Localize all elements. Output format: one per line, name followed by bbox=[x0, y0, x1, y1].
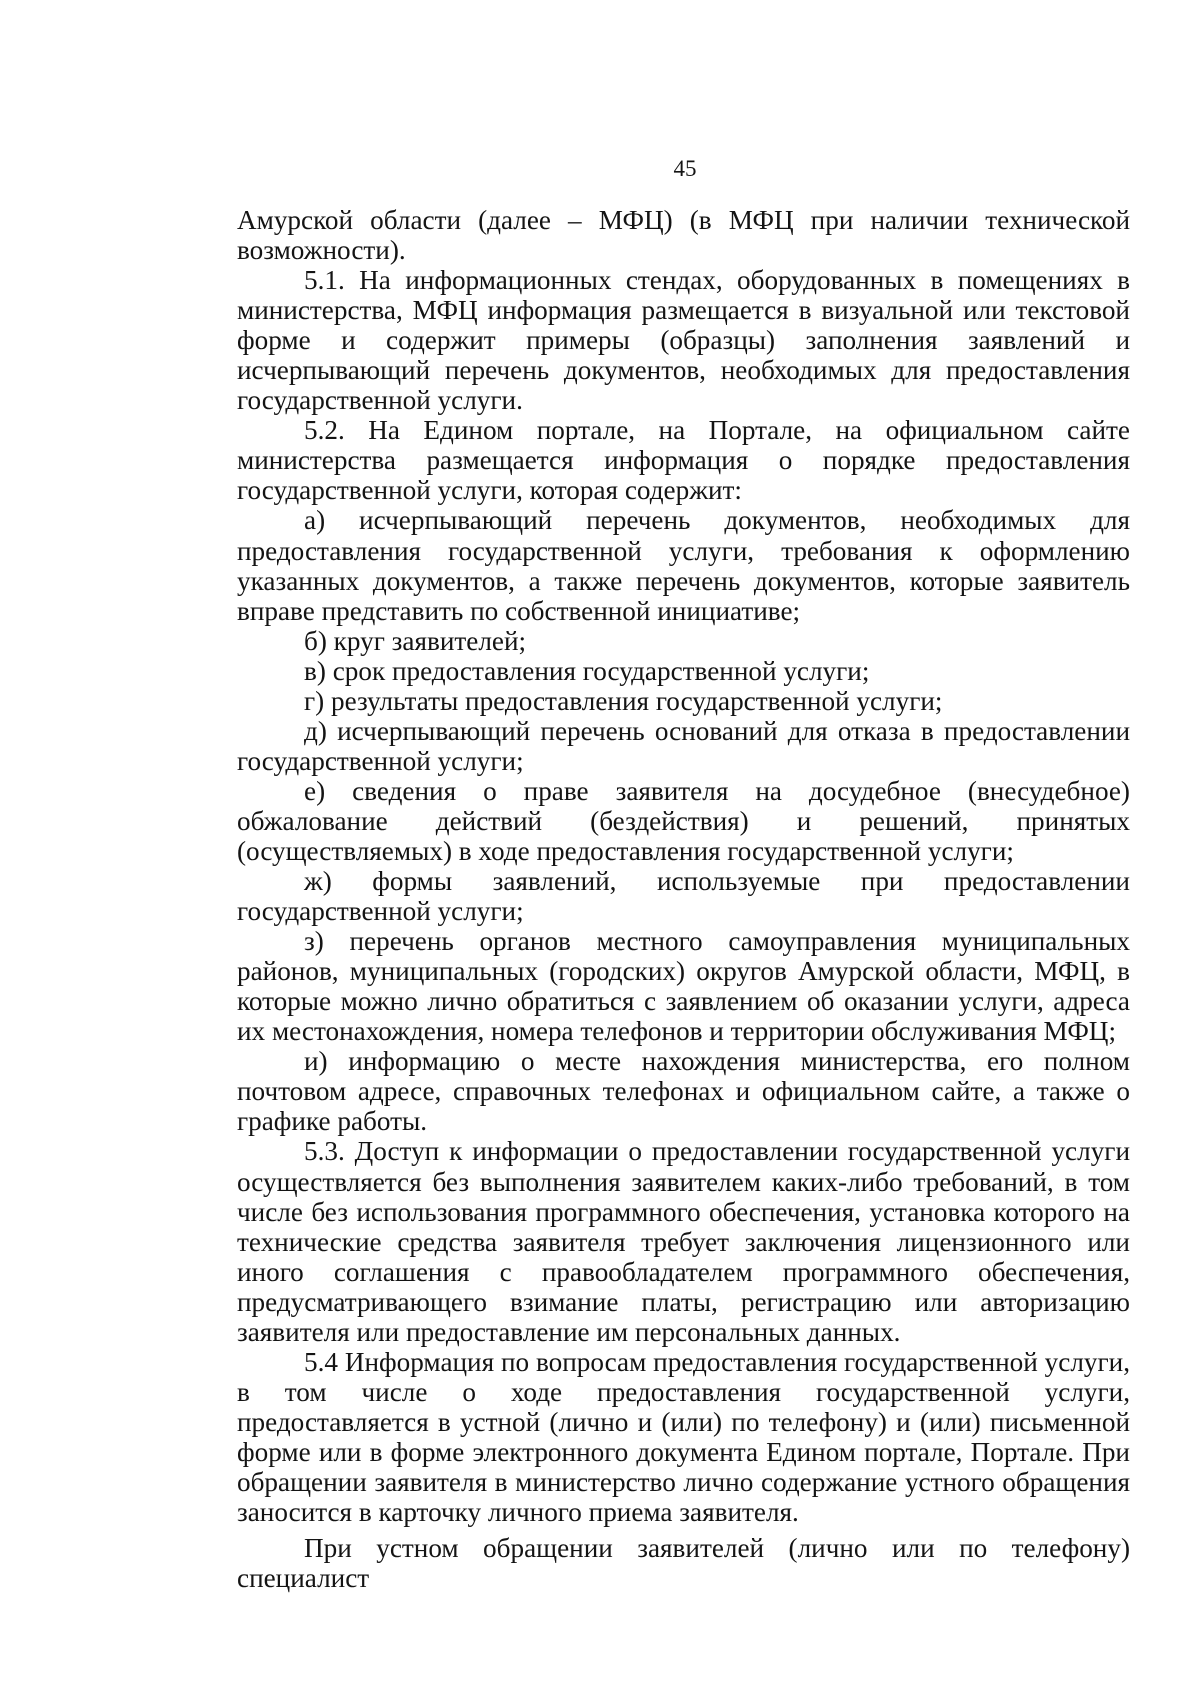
paragraph-5-2: 5.2. На Едином портале, на Портале, на официальном сайте министерства размещается информация о порядке предоставления государственной услуги, которая содержит: bbox=[237, 415, 1130, 506]
document-body bbox=[237, 205, 1130, 1593]
list-item-b: б) круг заявителей; bbox=[304, 625, 527, 656]
list-item-v: в) срок предоставления государственной услуги; bbox=[304, 655, 870, 686]
list-item-e: е) сведения о праве заявителя на досудебное (внесудебное) обжалование действий (бездействия) и решений, принятых (осуществляемых) в ходе предоставления государственной услуги; bbox=[237, 775, 1130, 866]
paragraph-intro: Амурской области (далее – МФЦ) (в МФЦ при наличии технической возможности). bbox=[237, 205, 1130, 266]
list-item-d: д) исчерпывающий перечень оснований для отказа в предоставлении государственной услуги; bbox=[237, 715, 1130, 776]
paragraph-5-1: 5.1. На информационных стендах, оборудованных в помещениях в министерства, МФЦ информация размещается в визуальной или текстовой форме и содержит примеры (образцы) заполнения заявлений и исчерпывающий перечень документов, необходимых для предоставления государственной услуги. bbox=[237, 265, 1130, 416]
list-item-zh: ж) формы заявлений, используемые при предоставлении государственной услуги; bbox=[237, 866, 1130, 927]
paragraph-5-4: 5.4 Информация по вопросам предоставления государственной услуги, в том числе о ходе предоставления государственной услуги, предоставляется в устной (лично и (или) по телефону) и (или) письменной форме или в форме электронного документа Едином портале, Портале. При обращении заявителя в министерство лично содержание устного обращения заносится в карточку личного приема заявителя. bbox=[237, 1346, 1130, 1528]
page-number: 45 bbox=[673, 156, 697, 181]
list-item-a: а) исчерпывающий перечень документов, необходимых для предоставления государственной услуги, требования к оформлению указанных документов, а также перечень документов, которые заявитель вправе представить по собственной инициативе; bbox=[237, 505, 1130, 626]
list-item-z: з) перечень органов местного самоуправления муниципальных районов, муниципальных (городских) округов Амурской области, МФЦ, в которые можно лично обратиться с заявлением об оказании услуги, адреса их местонахождения, номера телефонов и территории обслуживания МФЦ; bbox=[237, 926, 1130, 1047]
list-item-g: г) результаты предоставления государственной услуги; bbox=[304, 685, 943, 716]
paragraph-5-3: 5.3. Доступ к информации о предоставлении государственной услуги осуществляется без выполнения заявителем каких-либо требований, в том числе без использования программного обеспечения, установка которого на технические средства заявителя требует заключения лицензионного или иного соглашения с правообладателем программного обеспечения, предусматривающего взимание платы, регистрацию или авторизацию заявителя или предоставление им персональных данных. bbox=[237, 1136, 1130, 1347]
paragraph-oral-request: При устном обращении заявителей (лично или по телефону) специалист bbox=[237, 1533, 1130, 1594]
list-item-i: и) информацию о месте нахождения министерства, его полном почтовом адресе, справочных телефонах и официальном сайте, а также о графике работы. bbox=[237, 1046, 1130, 1137]
